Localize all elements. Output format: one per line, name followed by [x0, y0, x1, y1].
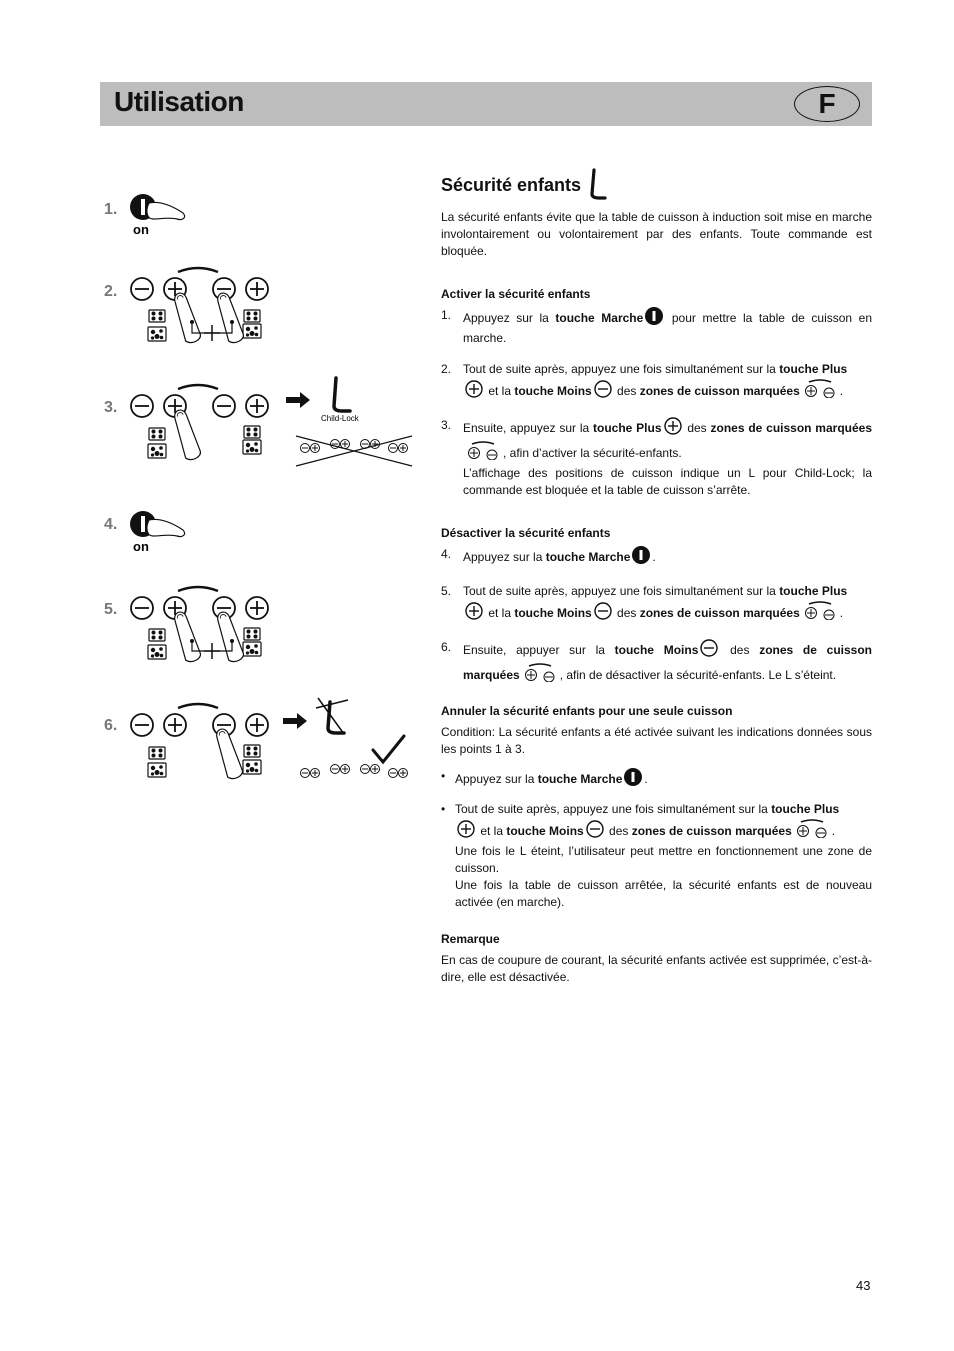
instructions-column [441, 160, 872, 986]
cancel-condition: Condition: La sécurité enfants a été activée suivant les indications données sous les points 1 à 3. [441, 725, 872, 756]
display-pm-icons [296, 436, 412, 466]
chapter-title: Utilisation [114, 86, 244, 117]
language-badge: F [794, 86, 860, 122]
item-number: 6. [441, 640, 452, 654]
display-pm-icons [301, 765, 408, 778]
list-item: 5. Tout de suite après, appuyez une fois simultanément sur la touche Plus et la touche Moins des zones de cuisson marquées . [441, 583, 872, 625]
intro-paragraph: La sécurité enfants évite que la table de cuisson à induction soit mise en marche involontairement ou volontairement par des enfants. Toute commande est bloquée. [441, 210, 872, 258]
cancel-heading: Annuler la sécurité enfants pour une seule cuisson [441, 704, 733, 718]
step-number: 6. [104, 717, 118, 734]
on-button-icon [130, 511, 185, 537]
item-number: 1. [441, 308, 452, 322]
child-lock-off-icon [316, 698, 348, 734]
bullet-item: • Appuyez sur la touche Marche . [441, 768, 872, 791]
plus-key-icon [457, 820, 475, 843]
deactivate-heading: Désactiver la sécurité enfants [441, 526, 611, 540]
on-off-key-icon [645, 307, 663, 330]
marked-zones-icon [802, 600, 838, 625]
list-item: 4. Appuyez sur la touche Marche . [441, 546, 872, 569]
list-item: 1. Appuyez sur la touche Marche pour mettre la table de cuisson en marche. [441, 308, 873, 345]
item-number: 4. [441, 547, 452, 561]
marked-zones-icon [802, 378, 838, 403]
step-number: 3. [104, 399, 118, 416]
control-panel-illustration [131, 268, 268, 344]
list-item: 3. Ensuite, appuyez sur la touche Plus des zones de cuisson marquées, afin d’activer la sécurité-enfants. L’affichage des positions de cuisson indique un L pour Child-Lock; la commande est bloquée et la table de cuisson s’arrête. [441, 418, 873, 497]
control-panel-illustration [131, 385, 268, 461]
marked-zones-icon [794, 818, 830, 843]
section-title-text: Sécurité enfants [441, 175, 582, 195]
step-number: 5. [104, 601, 118, 618]
activate-heading: Activer la sécurité enfants [441, 287, 591, 301]
list-item: 6. Ensuite, appuyer sur la touche Moins des zones de cuisson marquées , afin de désactiver la sécurité-enfants. Le L s’éteint. [441, 639, 872, 687]
plus-key-icon [465, 602, 483, 625]
marked-zones-icon [522, 662, 558, 687]
page-number: 43 [856, 1278, 871, 1293]
child-lock-l-icon [334, 378, 350, 411]
minus-key-icon [700, 639, 718, 662]
item-number: 2. [441, 362, 452, 376]
remark-heading: Remarque [441, 932, 500, 946]
arrow-icon [283, 713, 307, 729]
on-off-key-icon [632, 546, 650, 569]
child-lock-l-icon [589, 168, 607, 203]
item-number: 3. [441, 418, 452, 432]
minus-key-icon [586, 820, 604, 843]
step-number: 1. [104, 201, 118, 218]
bullet: • [441, 802, 446, 816]
plus-key-icon [465, 380, 483, 403]
item-number: 5. [441, 584, 452, 598]
list-item: 2. Tout de suite après, appuyez une fois simultanément sur la touche Plus et la touche Moins des zones de cuisson marquées . [441, 361, 872, 403]
section-title [441, 168, 872, 203]
marked-zones-icon [465, 440, 501, 465]
control-panel-illustration [131, 587, 268, 663]
checkmark-icon [373, 736, 404, 762]
on-off-key-icon [624, 768, 642, 791]
control-panel-illustration [131, 704, 268, 780]
on-label: on [133, 539, 149, 554]
remark-text: En cas de coupure de courant, la sécurité enfants activée est supprimée, c’est-à-dire, elle est désactivée. [441, 953, 872, 984]
child-lock-label: Child-Lock [321, 414, 359, 423]
on-button-icon [130, 194, 185, 220]
arrow-icon [286, 392, 310, 408]
step-number: 2. [104, 283, 118, 300]
step-number: 4. [104, 516, 118, 533]
minus-key-icon [594, 602, 612, 625]
bullet-item: • Tout de suite après, appuyez une fois simultanément sur la touche Plus et la touche Moins des zones de cuisson marquées . Une fois le L éteint, l’utilisateur peut mettre en fonctionnement une zone de cuisson. Une fois la table de cuisson arrêtée, la sécurité enfants est de nouveau activée (en marche). [441, 802, 872, 909]
minus-key-icon [594, 380, 612, 403]
on-label: on [133, 222, 149, 237]
bullet: • [441, 769, 446, 783]
plus-key-icon [664, 417, 682, 440]
